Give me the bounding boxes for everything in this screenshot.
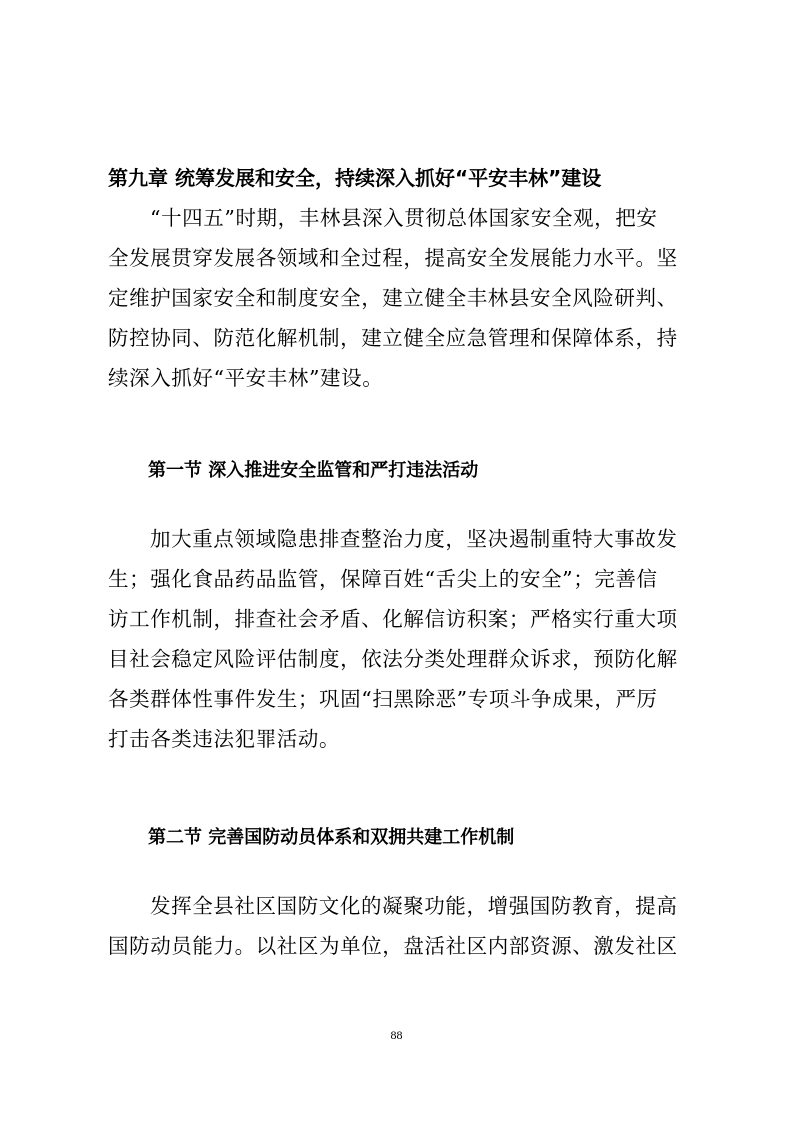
chapter-title: 第九章 统筹发展和安全，持续深入抓好“平安丰林”建设 [108,166,602,190]
paragraph-line: 打击各类违法犯罪活动。 [108,727,341,751]
section-1-paragraph [108,519,688,759]
paragraph-line: 各类群体性事件发生；巩固“扫黑除恶”专项斗争成果，严厉 [108,687,658,711]
paragraph-line: 加大重点领域隐患排查整治力度，坚决遏制重特大事故发 [150,527,678,551]
paragraph-line: 目社会稳定风险评估制度，依法分类处理群众诉求，预防化解 [108,647,678,671]
paragraph-line: 访工作机制，排查社会矛盾、化解信访积案；严格实行重大项 [108,607,678,631]
paragraph-line: 国防动员能力。以社区为单位，盘活社区内部资源、激发社区 [108,934,678,958]
paragraph-line: 全发展贯穿发展各领域和全过程，提高安全发展能力水平。坚 [108,246,678,270]
paragraph-line: 续深入抓好“平安丰林”建设。 [108,366,384,390]
paragraph-line: 定维护国家安全和制度安全，建立健全丰林县安全风险研判、 [108,286,678,310]
paragraph-line: “十四五”时期，丰林县深入贯彻总体国家安全观，把安 [150,206,658,230]
section-2-title: 第二节 完善国防动员体系和双拥共建工作机制 [148,827,515,848]
paragraph-line: 防控协同、防范化解机制，建立健全应急管理和保障体系，持 [108,326,678,350]
section-2-paragraph [108,886,688,966]
paragraph-line: 生；强化食品药品监管，保障百姓“舌尖上的安全”；完善信 [108,567,658,591]
section-1-title: 第一节 深入推进安全监管和严打违法活动 [148,460,479,481]
paragraph-line: 发挥全县社区国防文化的凝聚功能，增强国防教育，提高 [150,894,678,918]
chapter-intro-paragraph [108,198,688,398]
page-number: 88 [390,1028,403,1042]
